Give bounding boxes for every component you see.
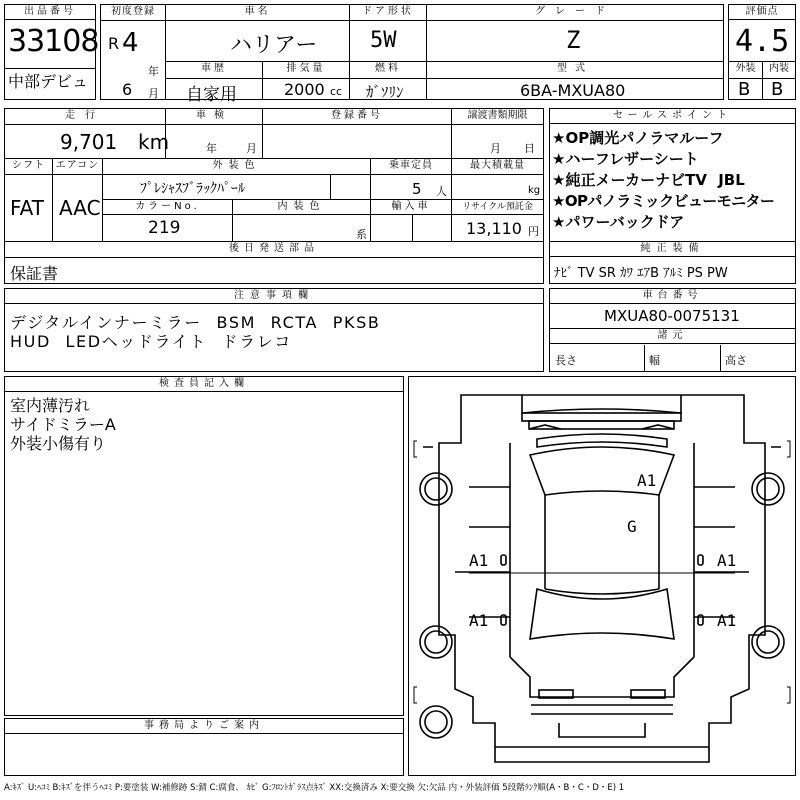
score-label: 評価点 (729, 5, 795, 20)
car-name-label: 車名 (166, 5, 349, 19)
inspector-note: 室内薄汚れ (10, 396, 91, 415)
inspector-notes (10, 396, 116, 453)
equipment-label: 純正装備 (550, 242, 795, 257)
sales-point-item: ★純正メーカーナビTV JBL (552, 171, 745, 189)
recycle-unit: 円 (528, 225, 539, 238)
interior-grade: B (771, 79, 784, 100)
score-value: 4.5 (735, 24, 790, 59)
reg-year: 4 (122, 28, 139, 58)
seats-label: 乗車定員 (371, 159, 451, 173)
seats-unit: 人 (436, 185, 447, 198)
history-label: 車歴 (166, 62, 262, 76)
length-label: 長さ (555, 354, 577, 367)
import-label: 輸入車 (371, 200, 451, 214)
lot-label: 出品番号 (5, 5, 95, 20)
insp-month-unit: 月 (246, 142, 257, 155)
lot-number: 33108 (8, 24, 99, 59)
era: R (108, 34, 120, 53)
height-label: 高さ (725, 354, 747, 367)
history-value: 自家用 (186, 85, 237, 105)
car-name: ハリアー (230, 33, 318, 58)
later-parts-label: 後日発送部品 (5, 242, 543, 256)
mark-left-rear-door: A1 (469, 611, 489, 630)
mark-roof: A1 (637, 471, 657, 490)
first-reg-label: 初度登録 (101, 5, 165, 19)
shift-label: シフト (5, 159, 52, 173)
displacement-label: 排気量 (263, 62, 349, 76)
shift-value: FAT (10, 196, 45, 220)
sales-points-list (552, 128, 795, 233)
office-label: 事務局よりご案内 (5, 719, 403, 734)
ext-color-value: ﾌﾟﾚｼｬｽﾌﾞﾗｯｸﾊﾟｰﾙ (140, 181, 245, 197)
sales-point-item: ★パワーバックドア (552, 213, 685, 231)
reg-month: 6 (122, 80, 133, 99)
fuel-value: ｶﾞｿﾘﾝ (366, 83, 404, 101)
load-label: 最大積載量 (452, 159, 543, 173)
recycle-value: 13,110 (466, 219, 522, 238)
chassis-label: 車台番号 (550, 289, 795, 304)
sales-point-item: ★OP調光パノラマルーフ (552, 129, 724, 147)
equipment-value: ﾅﾋﾞ TV SR ｶﾜ ｴｱB ｱﾙﾐ PS PW (554, 266, 728, 281)
transfer-label: 譲渡書類期限 (452, 109, 543, 123)
transfer-day-unit: 日 (524, 142, 535, 155)
inspector-note: サイドミラーA (10, 415, 116, 434)
grade-value: Z (566, 26, 581, 54)
year-unit: 年 (148, 65, 159, 78)
legend-text: A:ｷｽﾞ U:ﾍｺﾐ B:ｷｽﾞを伴うﾍｺﾐ P:要塗装 W:補修跡 S:錆 C:腐食、 ｶﾋﾞ G:ﾌﾛﾝﾄｶﾞﾗｽ点ｷｽﾞ XX:交換済み X:要交換 欠:欠品 内・外装評価 5段階ﾗﾝｸ順(A・B・C・D・E) 1 (4, 783, 625, 793)
notice-line-1: デジタルインナーミラー BSM RCTA PKSB (10, 313, 381, 332)
mark-right-rear-door: A1 (717, 611, 737, 630)
mileage-label: 走行 (5, 109, 165, 123)
damage-diagram-box (408, 376, 796, 776)
notice-line-2: HUD LEDヘッドライト ドラレコ (10, 332, 292, 351)
exterior-label: 外装 (729, 62, 762, 76)
int-color-unit: 系 (356, 228, 367, 241)
displacement-value: 2000 (284, 80, 325, 99)
notice-label: 注意事項欄 (5, 289, 543, 304)
exterior-grade: B (738, 79, 751, 100)
model-label: 型式 (427, 62, 723, 76)
mileage-unit: km (138, 130, 170, 154)
ac-value: AAC (59, 196, 101, 220)
load-unit: kg (528, 185, 541, 196)
door-type: 5W (370, 28, 397, 53)
car-diagram (409, 377, 795, 775)
seats-value: 5 (412, 180, 422, 198)
interior-label: 内装 (763, 62, 795, 76)
debut-text: 中部デビュ (8, 72, 89, 91)
transfer-month-unit: 月 (490, 142, 501, 155)
model-value: 6BA-MXUA80 (520, 81, 626, 100)
inspector-note: 外装小傷有り (10, 434, 107, 453)
grade-label: グレード (427, 5, 723, 19)
later-parts-value: 保証書 (10, 264, 59, 283)
color-no-value: 219 (148, 218, 181, 238)
displacement-unit: cc (330, 85, 343, 98)
width-label: 幅 (649, 354, 660, 367)
sales-point-item: ★ハーフレザーシート (552, 150, 699, 168)
inspector-label: 検査員記入欄 (5, 377, 403, 392)
recycle-label: リサイクル預託金 (452, 200, 543, 214)
color-no-label: カラーNo. (103, 200, 232, 214)
dimensions-label: 諸元 (550, 329, 795, 344)
ext-color-label: 外装色 (103, 159, 370, 173)
inspection-label: 車検 (166, 109, 262, 123)
mark-glass: G (627, 517, 637, 536)
mileage-value: 9,701 (60, 130, 118, 154)
chassis-number: MXUA80-0075131 (604, 307, 740, 325)
month-unit: 月 (148, 87, 159, 100)
fuel-label: 燃料 (350, 62, 426, 76)
insp-year-unit: 年 (206, 142, 217, 155)
sales-points-label: セールスポイント (550, 109, 795, 124)
ac-label: エアコン (53, 159, 102, 173)
mark-right-front-door: A1 (717, 551, 737, 570)
int-color-label: 内装色 (233, 200, 370, 214)
door-label: ドア形状 (350, 5, 426, 19)
reg-no-label: 登録番号 (263, 109, 451, 123)
mark-left-front-door: A1 (469, 551, 489, 570)
sales-point-item: ★OPパノラミックビューモニター (552, 192, 775, 210)
